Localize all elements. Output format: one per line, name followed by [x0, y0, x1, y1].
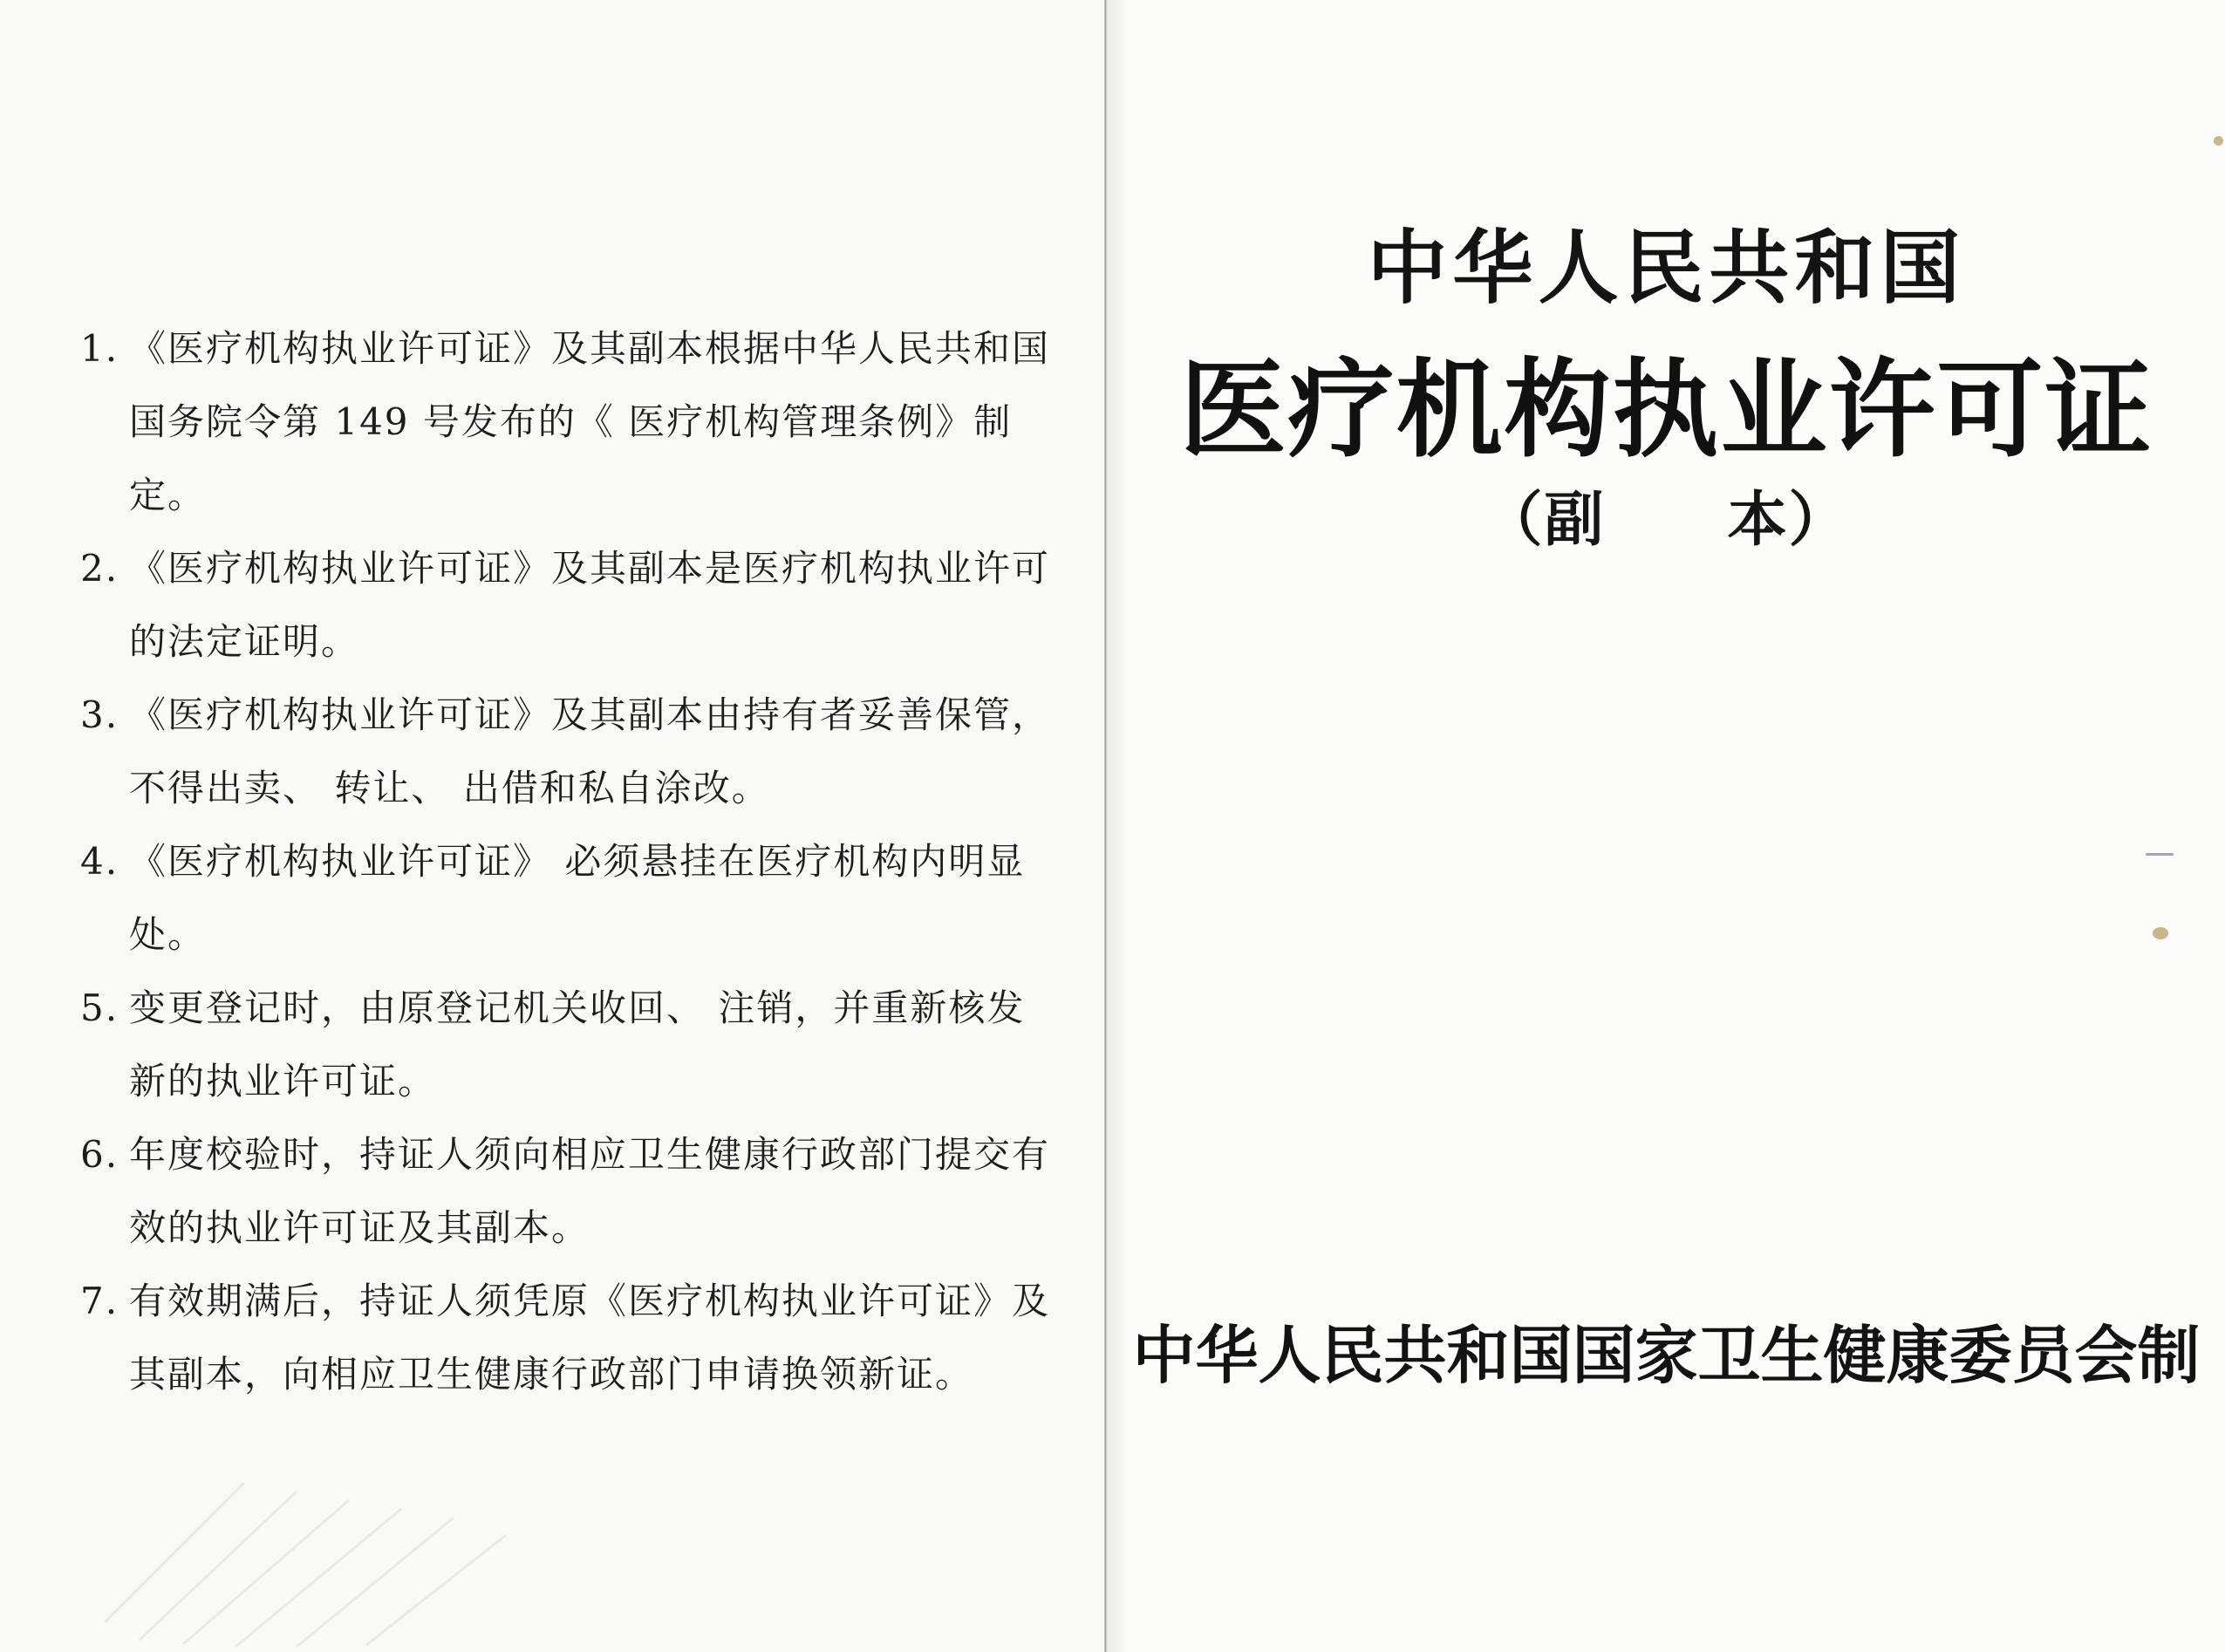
- rule-text: 变更登记时，由原登记机关收回、 注销，并重新核发新的执业许可证。: [129, 986, 1026, 1102]
- scan-speck: [2214, 136, 2223, 146]
- rule-text: 《医疗机构执业许可证》及其副本是医疗机构执业许可的法定证明。: [129, 547, 1051, 663]
- rule-item: [80, 312, 1057, 532]
- rule-number: 3.: [80, 693, 119, 736]
- rule-text: 《医疗机构执业许可证》 必须悬挂在医疗机构内明显处。: [129, 840, 1026, 956]
- scan-speck: [2153, 927, 2168, 939]
- copy-subtitle: （副 本）: [1483, 486, 1850, 555]
- rule-text: 《医疗机构执业许可证》及其副本根据中华人民共和国国务院令第 149 号发布的《 医疗机构管理条例》制定。: [129, 327, 1051, 516]
- rule-number: 7.: [80, 1280, 119, 1322]
- rule-text: 《医疗机构执业许可证》及其副本由持有者妥善保管，不得出卖、 转让、 出借和私自涂改。: [129, 693, 1051, 809]
- rule-item: [80, 972, 1057, 1118]
- rule-item: [80, 532, 1057, 679]
- scan-texture: [87, 1430, 576, 1649]
- rule-number: 6.: [80, 1133, 119, 1176]
- scan-speck: [2146, 853, 2174, 856]
- rule-text: 年度校验时，持证人须向相应卫生健康行政部门提交有效的执业许可证及其副本。: [129, 1133, 1051, 1249]
- country-name: 中华人民共和国: [1367, 222, 1966, 315]
- rules-list: [80, 312, 1057, 1411]
- rule-number: 1.: [80, 327, 119, 370]
- rule-item: [80, 1265, 1057, 1411]
- rule-number: 5.: [80, 986, 119, 1029]
- rule-text: 有效期满后，持证人须凭原《医疗机构执业许可证》及其副本，向相应卫生健康行政部门申请换领新证。: [129, 1280, 1051, 1396]
- rule-number: 4.: [80, 840, 119, 883]
- rule-number: 2.: [80, 547, 119, 590]
- issuer-name: 中华人民共和国国家卫生健康委员会制: [1132, 1319, 2201, 1392]
- rule-item: [80, 825, 1057, 972]
- license-title: 医疗机构执业许可证: [1179, 346, 2153, 472]
- rule-item: [80, 1118, 1057, 1265]
- rule-item: [80, 679, 1057, 825]
